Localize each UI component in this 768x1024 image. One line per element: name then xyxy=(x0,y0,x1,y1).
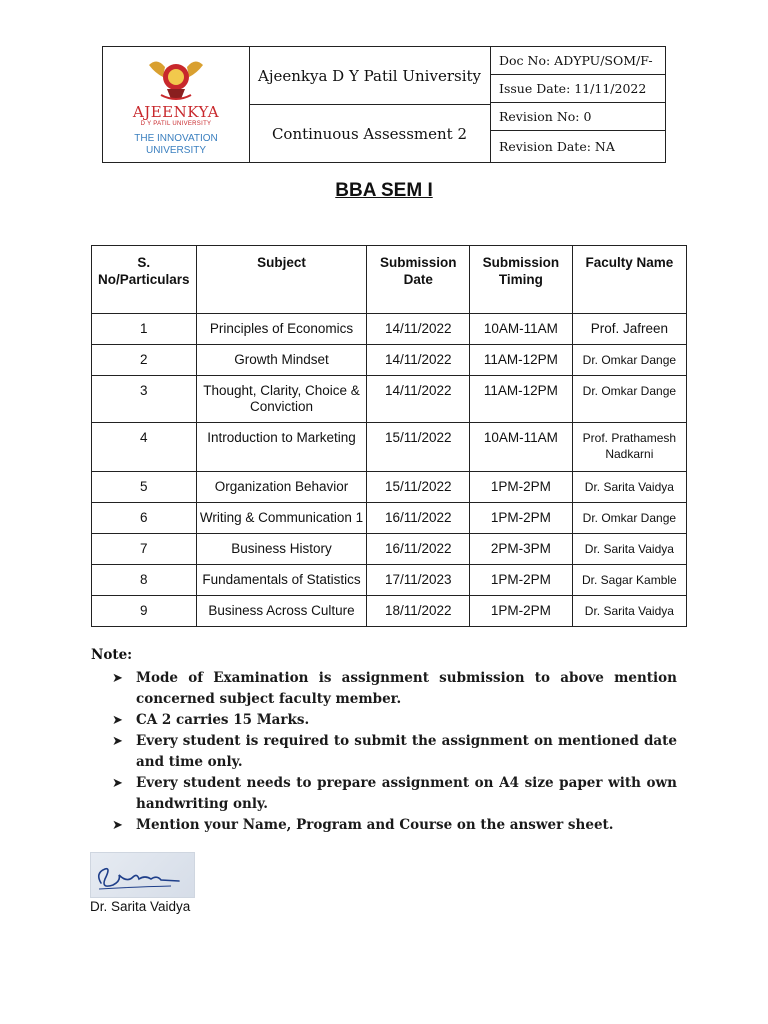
logo-subtitle: D Y PATIL UNIVERSITY xyxy=(140,121,212,127)
table-row xyxy=(92,314,687,345)
revision-number: Revision No: 0 xyxy=(491,103,665,131)
cell-sno: 7 xyxy=(92,534,197,565)
arrow-bullet-icon: ➤ xyxy=(112,671,123,686)
note-text: CA 2 carries 15 Marks. xyxy=(136,712,310,728)
cell-sno: 6 xyxy=(92,503,197,534)
revision-date: Revision Date: NA xyxy=(499,139,615,154)
cell-timing: 1PM-2PM xyxy=(470,472,573,503)
note-text: Every student is required to submit the assignment on mentioned date and time only. xyxy=(136,733,677,770)
column-header-date: Submission Date xyxy=(367,246,470,314)
cell-subject: Organization Behavior xyxy=(196,472,367,503)
table-header-row xyxy=(92,246,687,314)
cell-subject: Fundamentals of Statistics xyxy=(196,565,367,596)
column-header-timing: Submission Timing xyxy=(470,246,573,314)
cell-subject: Growth Mindset xyxy=(196,345,367,376)
signatory-name: Dr. Sarita Vaidya xyxy=(90,899,191,914)
crest-icon xyxy=(143,55,209,103)
table-row xyxy=(92,534,687,565)
list-item xyxy=(112,710,677,731)
cell-timing: 1PM-2PM xyxy=(470,565,573,596)
arrow-bullet-icon: ➤ xyxy=(112,713,123,728)
list-item xyxy=(112,815,677,836)
arrow-bullet-icon: ➤ xyxy=(112,734,123,749)
cell-sno: 8 xyxy=(92,565,197,596)
assessment-name: Continuous Assessment 2 xyxy=(249,105,491,162)
cell-timing: 1PM-2PM xyxy=(470,503,573,534)
note-text: Every student needs to prepare assignment on A4 size paper with own handwriting only. xyxy=(136,775,677,812)
cell-sno: 2 xyxy=(92,345,197,376)
table-row xyxy=(92,376,687,423)
logo-tagline: THE INNOVATION xyxy=(134,133,218,144)
cell-subject: Writing & Communication 1 xyxy=(196,503,367,534)
cell-faculty: Dr. Sarita Vaidya xyxy=(572,596,686,627)
cell-subject: Business History xyxy=(196,534,367,565)
cell-faculty: Dr. Omkar Dange xyxy=(572,503,686,534)
table-row xyxy=(92,565,687,596)
table-row xyxy=(92,345,687,376)
cell-sno: 9 xyxy=(92,596,197,627)
university-name: Ajeenkya D Y Patil University xyxy=(249,47,491,105)
logo-tagline: UNIVERSITY xyxy=(145,145,206,156)
cell-date: 15/11/2022 xyxy=(367,423,470,472)
cell-faculty: Prof. Jafreen xyxy=(572,314,686,345)
table-row xyxy=(92,423,687,472)
issue-date: Issue Date: 11/11/2022 xyxy=(491,75,665,103)
cell-sno: 4 xyxy=(92,423,197,472)
note-text: Mention your Name, Program and Course on the answer sheet. xyxy=(136,817,614,833)
cell-date: 16/11/2022 xyxy=(367,534,470,565)
cell-date: 16/11/2022 xyxy=(367,503,470,534)
cell-timing: 2PM-3PM xyxy=(470,534,573,565)
arrow-bullet-icon: ➤ xyxy=(112,776,123,791)
signature-image xyxy=(90,852,195,898)
document-header xyxy=(102,46,666,163)
cell-subject: Thought, Clarity, Choice & Conviction xyxy=(196,376,367,423)
column-header-subject: Subject xyxy=(196,246,367,314)
arrow-bullet-icon: ➤ xyxy=(112,818,123,833)
column-header-faculty: Faculty Name xyxy=(572,246,686,314)
cell-date: 14/11/2022 xyxy=(367,376,470,423)
cell-faculty: Dr. Sagar Kamble xyxy=(572,565,686,596)
logo-name: AJEENKYA xyxy=(132,103,220,121)
cell-faculty: Dr. Sarita Vaidya xyxy=(572,472,686,503)
cell-date: 18/11/2022 xyxy=(367,596,470,627)
schedule-table xyxy=(91,245,687,627)
cell-timing: 10AM-11AM xyxy=(470,423,573,472)
notes-list xyxy=(112,668,677,836)
cell-faculty: Dr. Omkar Dange xyxy=(572,345,686,376)
university-logo xyxy=(103,47,250,162)
cell-subject: Introduction to Marketing xyxy=(196,423,367,472)
cell-timing: 10AM-11AM xyxy=(470,314,573,345)
cell-faculty: Prof. Prathamesh Nadkarni xyxy=(572,423,686,472)
cell-sno: 5 xyxy=(92,472,197,503)
doc-number: Doc No: ADYPU/SOM/F- xyxy=(491,47,665,75)
cell-timing: 11AM-12PM xyxy=(470,345,573,376)
note-label: Note: xyxy=(91,647,133,663)
signature-icon xyxy=(91,853,194,897)
cell-date: 17/11/2023 xyxy=(367,565,470,596)
column-header-sno: S. No/Particulars xyxy=(92,246,197,314)
list-item xyxy=(112,773,677,815)
cell-sno: 3 xyxy=(92,376,197,423)
cell-faculty: Dr. Sarita Vaidya xyxy=(572,534,686,565)
cell-subject: Business Across Culture xyxy=(196,596,367,627)
page-title: BBA SEM I xyxy=(335,180,433,201)
cell-timing: 1PM-2PM xyxy=(470,596,573,627)
list-item xyxy=(112,731,677,773)
cell-date: 14/11/2022 xyxy=(367,314,470,345)
table-row xyxy=(92,503,687,534)
cell-date: 15/11/2022 xyxy=(367,472,470,503)
cell-timing: 11AM-12PM xyxy=(470,376,573,423)
cell-sno: 1 xyxy=(92,314,197,345)
cell-faculty: Dr. Omkar Dange xyxy=(572,376,686,423)
list-item xyxy=(112,668,677,710)
table-row xyxy=(92,472,687,503)
table-row xyxy=(92,596,687,627)
note-text: Mode of Examination is assignment submission to above mention concerned subject faculty member. xyxy=(136,670,677,707)
cell-date: 14/11/2022 xyxy=(367,345,470,376)
cell-subject: Principles of Economics xyxy=(196,314,367,345)
